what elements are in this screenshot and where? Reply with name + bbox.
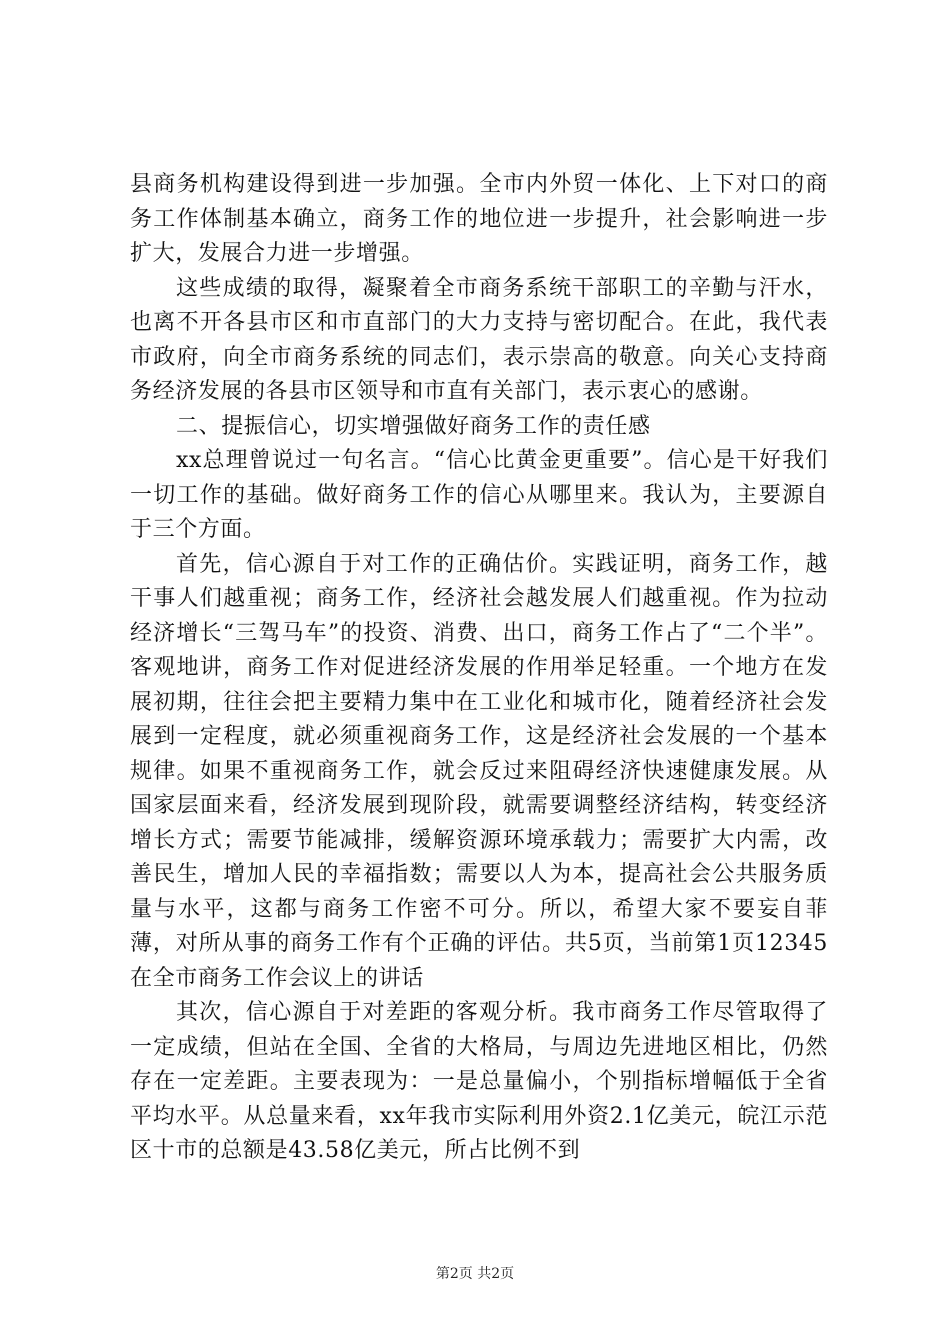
document-body: [130, 168, 828, 1169]
section-heading-confidence: 二、提振信心，切实增强做好商务工作的责任感: [176, 413, 651, 439]
paragraph-second-point: 其次，信心源自于对差距的客观分析。我市商务工作尽管取得了一定成绩，但站在全国、全省的大格局，与周边先进地区相比，仍然存在一定差距。主要表现为：一是总量偏小，个别指标增幅低于全省平均水平。从总量来看，xx年我市实际利用外资2.1亿美元，皖江示范区十市的总额是43.58亿美元，所占比例不到: [130, 1000, 828, 1163]
paragraph-quote: xx总理曾说过一句名言。“信心比黄金更重要”。信心是干好我们一切工作的基础。做好商务工作的信心从哪里来。我认为，主要源自于三个方面。: [130, 448, 828, 542]
paragraph-thanks: 这些成绩的取得，凝聚着全市商务系统干部职工的辛勤与汗水，也离不开各县市区和市直部门的大力支持与密切配合。在此，我代表市政府，向全市商务系统的同志们，表示崇高的敬意。向关心支持商务经济发展的各县市区领导和市直有关部门，表示衷心的感谢。: [130, 275, 828, 404]
paragraph-first-point: 首先，信心源自于对工作的正确估价。实践证明，商务工作，越干事人们越重视；商务工作，经济社会越发展人们越重视。作为拉动经济增长“三驾马车”的投资、消费、出口，商务工作占了“二个半”。客观地讲，商务工作对促进经济发展的作用举足轻重。一个地方在发展初期，往往会把主要精力集中在工业化和城市化，随着经济社会发展到一定程度，就必须重视商务工作，这是经济社会发展的一个基本规律。如果不重视商务工作，就会反过来阻碍经济快速健康发展。从国家层面来看，经济发展到现阶段，就需要调整经济结构，转变经济增长方式；需要节能减排，缓解资源环境承载力；需要扩大内需，改善民生，增加人民的幸福指数；需要以人为本，提高社会公共服务质量与水平，这都与商务工作密不可分。所以，希望大家不要妄自菲薄，对所从事的商务工作有个正确的评估。共5页，当前第1页12345在全市商务工作会议上的讲话: [130, 551, 828, 991]
page-footer: 第2页 共2页: [435, 1266, 515, 1282]
paragraph-continuation: 县商务机构建设得到进一步加强。全市内外贸一体化、上下对口的商务工作体制基本确立，商务工作的地位进一步提升，社会影响进一步扩大，发展合力进一步增强。: [130, 172, 828, 266]
